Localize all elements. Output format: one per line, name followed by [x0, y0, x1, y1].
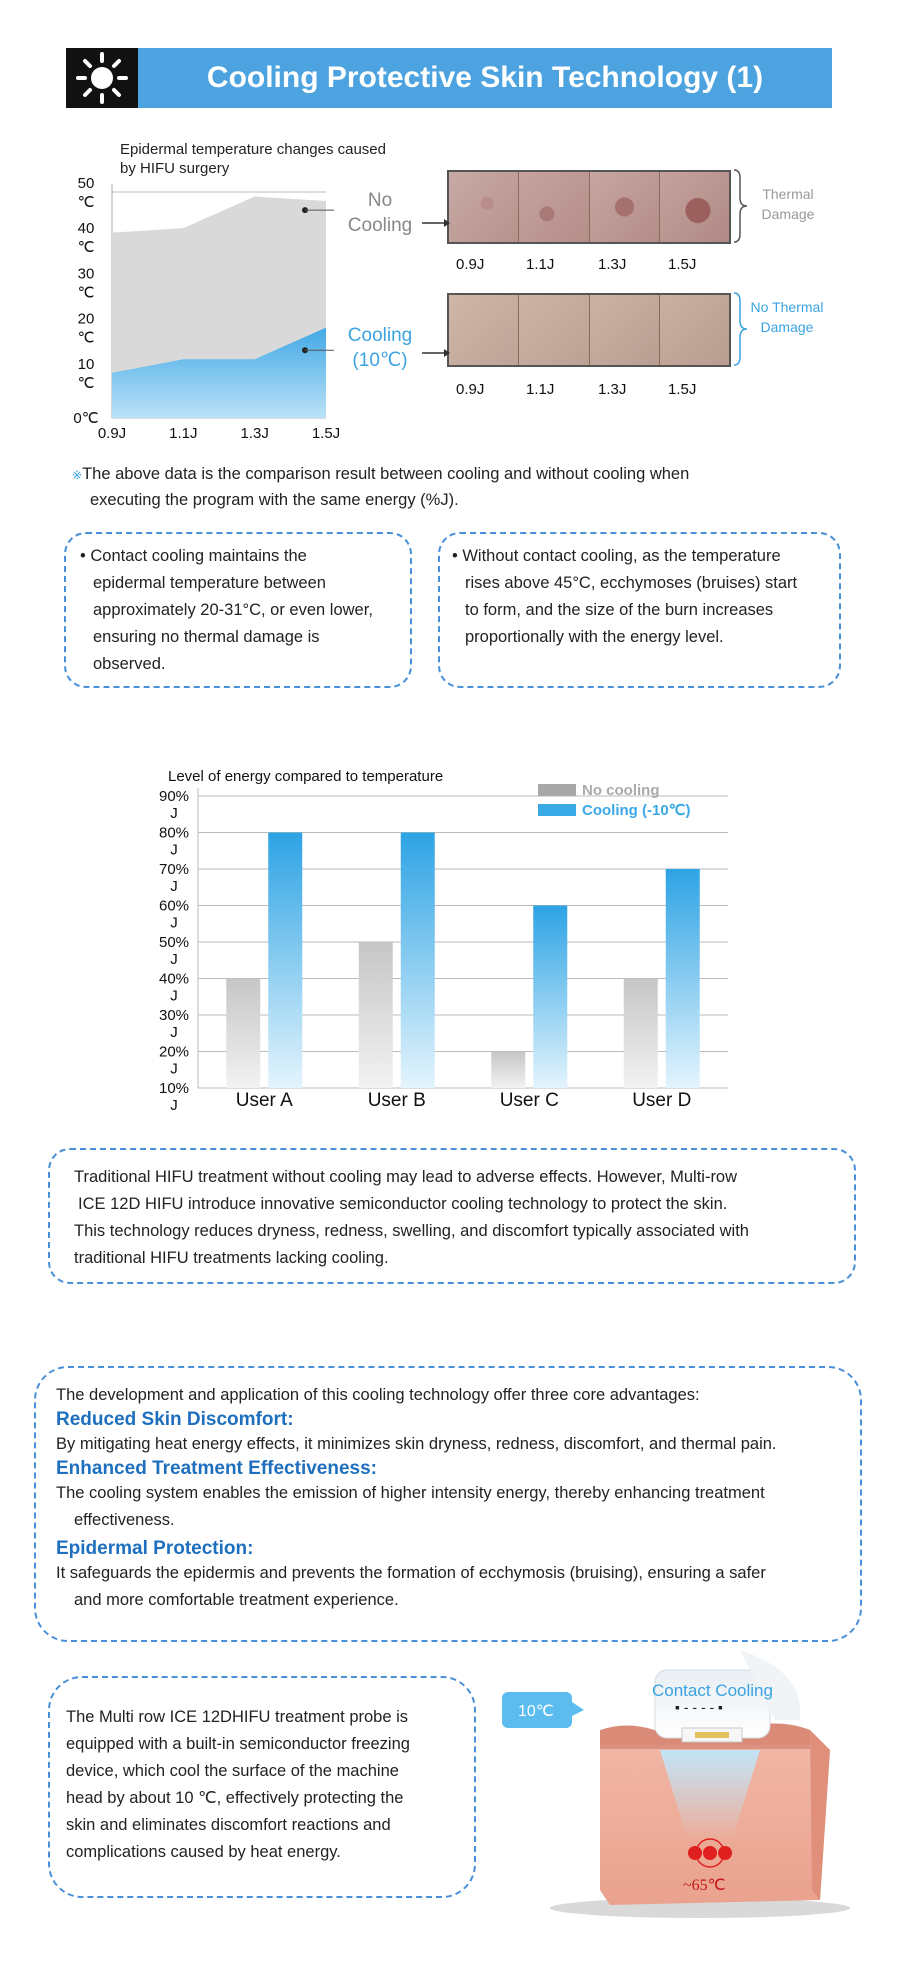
box-line: to form, and the size of the burn increases: [465, 601, 774, 619]
box-line: The Multi row ICE 12DHIFU treatment probe is: [66, 1708, 409, 1726]
photo-energy-label: 1.1J: [526, 256, 555, 273]
box-line: device, which cool the surface of the machine: [66, 1762, 399, 1780]
box-line: approximately 20-31°C, or even lower,: [93, 601, 373, 619]
y-tick-label: 80%: [158, 824, 190, 842]
advantage-title-3: Epidermal Protection:: [56, 1538, 254, 1559]
bar-no-cooling: [359, 942, 393, 1088]
bar-cooling: [666, 869, 700, 1088]
y-tick-unit: J: [170, 951, 178, 968]
box-line: observed.: [93, 655, 166, 673]
note-text-line2: executing the program with the same energy (%J).: [90, 491, 459, 509]
box-line: proportionally with the energy level.: [465, 628, 724, 646]
photo-energy-label: 1.3J: [598, 256, 627, 273]
legend-label-cooling: Cooling (-10℃): [582, 802, 691, 819]
box-line: epidermal temperature between: [93, 574, 326, 592]
photo-energy-label: 0.9J: [456, 256, 485, 273]
x-tick-label: 1.1J: [169, 425, 198, 442]
surface-temp-label: 10℃: [518, 1703, 554, 1720]
advantage-text-2: The cooling system enables the emission of higher intensity energy, thereby enhancing treatment: [56, 1484, 765, 1502]
y-tick-unit: J: [170, 841, 178, 859]
legend-label-no-cooling: No cooling: [582, 781, 660, 799]
bar-cooling: [401, 833, 435, 1089]
contact-cooling-label: Contact Cooling: [652, 1681, 773, 1700]
no-cooling-label-line2: Cooling: [347, 215, 413, 236]
box-line: • Without contact cooling, as the temperature: [452, 547, 781, 565]
x-tick-label: User B: [367, 1090, 426, 1111]
box-line: Traditional HIFU treatment without cooling may lead to adverse effects. However, Multi-row: [74, 1168, 738, 1186]
box-line: rises above 45°C, ecchymoses (bruises) start: [465, 574, 798, 592]
no-cooling-label-line1: No: [367, 190, 393, 211]
y-tick-unit: J: [170, 987, 178, 1005]
legend-item-cooling: [538, 800, 738, 820]
y-tick-unit: J: [170, 805, 178, 822]
chart1-title: Epidermal temperature changes caused by HIFU surgery: [120, 141, 386, 177]
y-tick-unit: J: [170, 1060, 178, 1078]
photo-energy-label: 1.3J: [598, 381, 627, 398]
thermal-damage-line1: Thermal: [762, 186, 814, 202]
x-tick-label: 1.3J: [240, 425, 269, 442]
probe-description-box: [48, 1676, 476, 1898]
box-line: traditional HIFU treatments lacking cooling.: [74, 1249, 389, 1267]
x-tick-label: 1.5J: [311, 425, 341, 442]
y-tick-unit: ℃: [77, 374, 95, 392]
y-tick-unit: ℃: [77, 239, 95, 257]
advantage-text-3: It safeguards the epidermis and prevents the formation of ecchymosis (bruising), ensuring a safer: [56, 1564, 766, 1582]
box-line: This technology reduces dryness, redness, swelling, and discomfort typically associated with: [74, 1222, 749, 1240]
box-line: equipped with a built-in semiconductor freezing: [66, 1735, 410, 1753]
advantage-text-1: By mitigating heat energy effects, it minimizes skin dryness, redness, discomfort, and thermal pain.: [56, 1435, 777, 1453]
box-line: complications caused by heat energy.: [66, 1843, 341, 1861]
svg-text:▪ - - - - ▪: ▪ - - - - ▪: [675, 1699, 724, 1715]
x-tick-label: User A: [235, 1090, 293, 1111]
chart2-legend: [538, 780, 738, 820]
advantage-title-1: Reduced Skin Discomfort:: [56, 1409, 294, 1430]
photo-energy-label: 0.9J: [456, 381, 485, 398]
y-tick-unit: J: [170, 878, 178, 895]
y-tick-unit: J: [170, 914, 178, 932]
probe-skin-illustration: [500, 1650, 860, 1920]
y-tick-unit: ℃: [77, 329, 95, 347]
box-line: ensuring no thermal damage is: [93, 628, 320, 646]
advantage-text-3b: and more comfortable treatment experience.: [74, 1591, 399, 1609]
advantage-text-2b: effectiveness.: [74, 1511, 175, 1529]
x-tick-label: 0.9J: [97, 425, 127, 442]
y-tick-label: 70%: [158, 861, 190, 878]
traditional-hifu-box: [48, 1148, 856, 1284]
y-tick-unit: J: [170, 1024, 178, 1041]
y-tick-label: 30: [77, 265, 95, 283]
y-tick-label: 20: [77, 310, 95, 328]
y-tick-label: 90%: [158, 788, 190, 805]
cooling-label-line2: (10℃): [352, 350, 408, 371]
y-tick-label: 40%: [158, 970, 190, 988]
note-mark: ※: [72, 468, 83, 482]
legend-swatch-cooling: [538, 804, 576, 816]
bar-cooling: [533, 906, 567, 1089]
y-tick-label: 60%: [158, 897, 190, 915]
y-tick-label: 10%: [158, 1080, 190, 1097]
box-line: ICE 12D HIFU introduce innovative semiconductor cooling technology to protect the skin.: [78, 1195, 728, 1213]
x-tick-label: User C: [499, 1090, 559, 1111]
bar-no-cooling: [624, 979, 658, 1089]
photo-energy-label: 1.1J: [526, 381, 555, 398]
y-tick-label: 50%: [158, 934, 190, 951]
y-tick-label: 0℃: [73, 410, 99, 427]
legend-item-no-cooling: [538, 780, 738, 800]
box-line: skin and eliminates discomfort reactions and: [66, 1816, 391, 1834]
cooling-label-line1: Cooling: [347, 325, 413, 346]
box-line: • Contact cooling maintains the: [80, 547, 307, 565]
y-tick-unit: ℃: [77, 284, 95, 302]
y-tick-unit: J: [170, 1097, 178, 1114]
y-tick-label: 30%: [158, 1007, 190, 1024]
advantages-box: [34, 1366, 862, 1642]
x-tick-label: User D: [632, 1090, 692, 1111]
chart2-title: Level of energy compared to temperature: [168, 768, 444, 785]
advantage-title-2: Enhanced Treatment Effectiveness:: [56, 1458, 377, 1479]
y-tick-label: 40: [77, 220, 95, 238]
bar-no-cooling: [491, 1052, 525, 1089]
photo-energy-label: 1.5J: [668, 381, 697, 398]
box-line: head by about 10 ℃, effectively protecting the: [66, 1789, 404, 1807]
y-tick-label: 50: [77, 175, 95, 192]
note-text: The above data is the comparison result between cooling and without cooling when: [82, 465, 690, 483]
advantages-intro: The development and application of this cooling technology offer three core advantages:: [56, 1386, 700, 1404]
deep-temp-label: ~65℃: [683, 1877, 726, 1894]
y-tick-label: 10: [77, 355, 95, 373]
no-thermal-damage-line1: No Thermal: [750, 299, 824, 315]
legend-swatch-no-cooling: [538, 784, 576, 796]
page-title: Cooling Protective Skin Technology (1): [138, 48, 832, 108]
no-thermal-damage-line2: Damage: [760, 319, 814, 335]
y-tick-label: 20%: [158, 1043, 190, 1061]
thermal-damage-line2: Damage: [761, 206, 815, 222]
bar-cooling: [268, 833, 302, 1089]
bar-no-cooling: [226, 979, 260, 1089]
photo-energy-label: 1.5J: [668, 256, 697, 273]
y-tick-unit: ℃: [77, 194, 95, 211]
